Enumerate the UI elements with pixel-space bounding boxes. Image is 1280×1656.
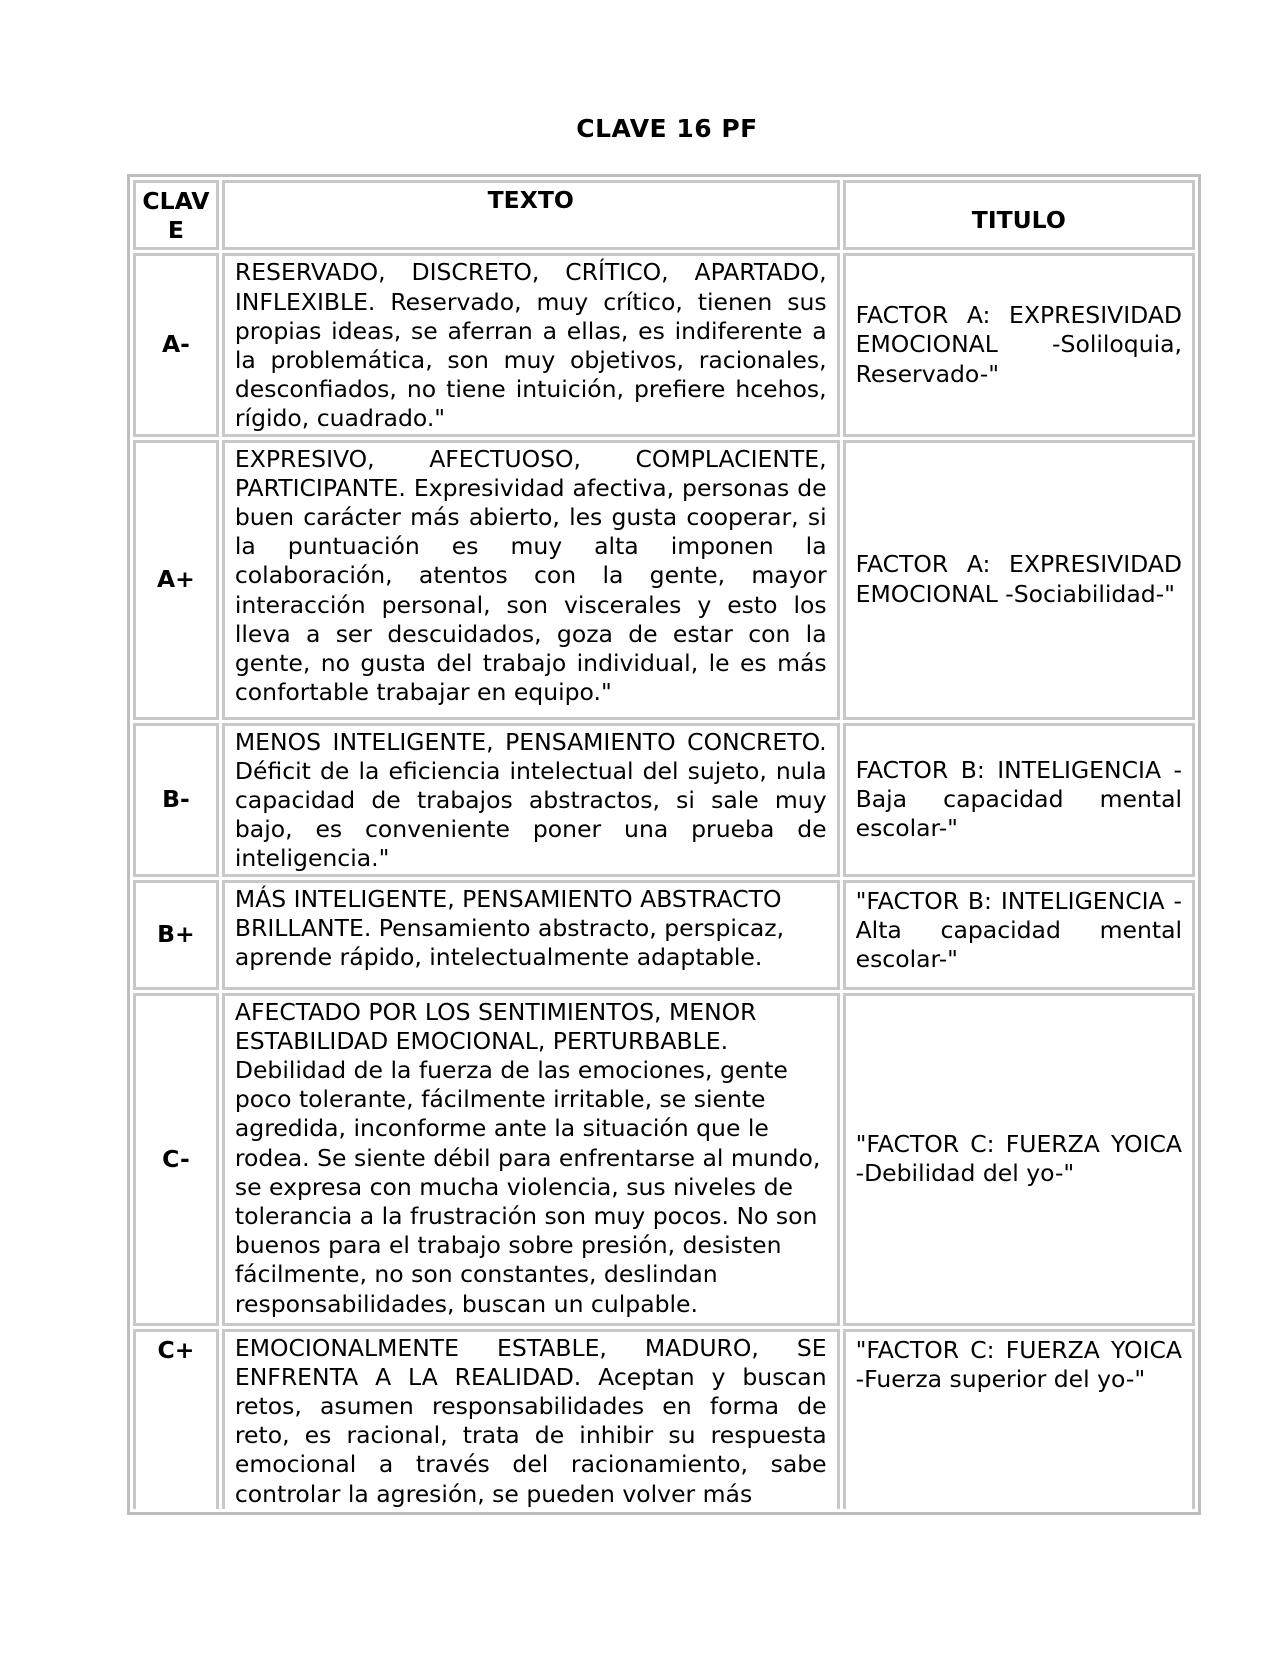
titulo-cell: FACTOR B: INTELIGENCIA -Baja capacidad mental escolar-" bbox=[843, 723, 1195, 877]
titulo-cell: FACTOR A: EXPRESIVIDAD EMOCIONAL -Soliloquia, Reservado-" bbox=[843, 253, 1195, 436]
header-clave: CLAVE bbox=[133, 180, 219, 250]
texto-cell: EXPRESIVO, AFECTUOSO, COMPLACIENTE, PARTICIPANTE. Expresividad afectiva, personas de buen carácter más abierto, les gusta cooperar, si la puntuación es muy alta imponen la colaboración, atentos con la gente, mayor interacción personal, son viscerales y esto los lleva a ser descuidados, goza de estar con la gente, no gusta del trabajo individual, le es más confortable trabajar en equipo." bbox=[222, 440, 840, 720]
titulo-cell: "FACTOR C: FUERZA YOICA -Fuerza superior del yo-" bbox=[843, 1329, 1195, 1509]
table-row bbox=[133, 253, 1195, 436]
titulo-cell: "FACTOR B: INTELIGENCIA -Alta capacidad mental escolar-" bbox=[843, 880, 1195, 990]
header-titulo: TITULO bbox=[843, 180, 1195, 250]
key-table bbox=[127, 174, 1201, 1515]
table-row bbox=[133, 880, 1195, 990]
clave-cell: A+ bbox=[133, 440, 219, 720]
texto-cell: RESERVADO, DISCRETO, CRÍTICO, APARTADO, INFLEXIBLE. Reservado, muy crítico, tienen sus propias ideas, se aferran a ellas, es indiferente a la problemática, son muy objetivos, racionales, desconfiados, no tiene intuición, prefiere hcehos, rígido, cuadrado." bbox=[222, 253, 840, 436]
table-row bbox=[133, 723, 1195, 877]
clave-cell: A- bbox=[133, 253, 219, 436]
clave-cell: B+ bbox=[133, 880, 219, 990]
clave-cell: C+ bbox=[133, 1329, 219, 1509]
table-row bbox=[133, 993, 1195, 1326]
header-texto: TEXTO bbox=[222, 180, 840, 250]
texto-cell: EMOCIONALMENTE ESTABLE, MADURO, SE ENFRENTA A LA REALIDAD. Aceptan y buscan retos, asumen responsabilidades en forma de reto, es racional, trata de inhibir su respuesta emocional a través del racionamiento, sabe controlar la agresión, se pueden volver más bbox=[222, 1329, 840, 1509]
clave-cell: C- bbox=[133, 993, 219, 1326]
table-row bbox=[133, 440, 1195, 720]
texto-cell: MÁS INTELIGENTE, PENSAMIENTO ABSTRACTO BRILLANTE. Pensamiento abstracto, perspicaz, aprende rápido, intelectualmente adaptable. bbox=[222, 880, 840, 990]
clave-cell: B- bbox=[133, 723, 219, 877]
texto-cell: AFECTADO POR LOS SENTIMIENTOS, MENOR ESTABILIDAD EMOCIONAL, PERTURBABLE. Debilidad de la fuerza de las emociones, gente poco tolerante, fácilmente irritable, se siente agredida, inconforme ante la situación que le rodea. Se siente débil para enfrentarse al mundo, se expresa con mucha violencia, sus niveles de tolerancia a la frustración son muy pocos. No son buenos para el trabajo sobre presión, desisten fácilmente, no son constantes, deslindan responsabilidades, buscan un culpable. bbox=[222, 993, 840, 1326]
table-row bbox=[133, 1329, 1195, 1509]
page-title: CLAVE 16 PF bbox=[576, 114, 758, 143]
titulo-cell: "FACTOR C: FUERZA YOICA -Debilidad del yo-" bbox=[843, 993, 1195, 1326]
titulo-cell: FACTOR A: EXPRESIVIDAD EMOCIONAL -Sociabilidad-" bbox=[843, 440, 1195, 720]
texto-cell: MENOS INTELIGENTE, PENSAMIENTO CONCRETO. Déficit de la eficiencia intelectual del sujeto, nula capacidad de trabajos abstractos, si sale muy bajo, es conveniente poner una prueba de inteligencia." bbox=[222, 723, 840, 877]
table-header-row bbox=[133, 180, 1195, 250]
